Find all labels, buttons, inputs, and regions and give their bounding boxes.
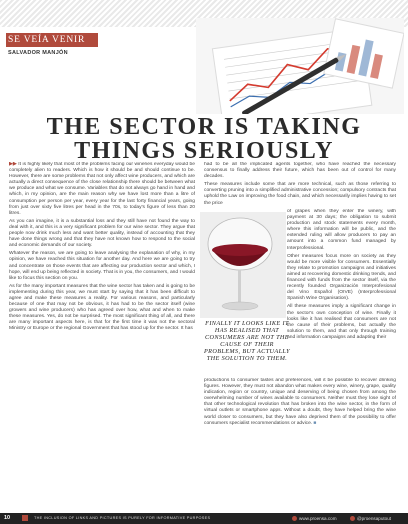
- wine-glass-photo: [200, 212, 286, 318]
- paragraph: These measures include some that are more technical, such as those referring to converting pruning into a simplified administrative concession; compulsory contracts that uphold the Law on improving the food chain, and which necessarily implies having to set the price: [204, 182, 396, 206]
- globe-icon: [292, 516, 297, 521]
- twitter-icon: [350, 516, 355, 521]
- twitter-handle-text: @proensaputout: [357, 516, 392, 521]
- page-number: 10: [4, 515, 11, 521]
- pull-quote: [204, 320, 290, 370]
- paragraph: [9, 162, 195, 217]
- article-column-right-top: [204, 162, 396, 209]
- article-column-right-bottom: [204, 378, 396, 476]
- hero-image: [196, 18, 404, 114]
- paragraph: of grapes when they enter the winery, with payment at 30 days; the obligation to submit production and stock statements every month, where this information will be public, and the extended ruling will allow producers to pay an amount into a common fund managed by Interprofessional.: [287, 209, 396, 251]
- paragraph-text: productions to consumer tastes and preferences, will it be possible to recover drinking figures. However, they must not abandon what makes every wine, winery, grape, quality indication, region or country, unique and deserving of being chosen from among the overwhelming number of wines available to consumers. Neither must they lose sight of that other technological revolution that has broken into the wine sector, in the form of virtual outlets or smartphone apps. Without a doubt, they have helped bring the wine world closer to consumers, but they have also deprived them of the possibility to offer consumers specialist recommendations or advice.: [204, 378, 396, 426]
- wine-glass-illustration: [200, 212, 286, 318]
- article-title-line1: THE SECTOR IS TAKING: [46, 114, 362, 140]
- end-of-article-icon: ■: [313, 420, 317, 426]
- paragraph: As you can imagine, it is a substantial loss and they still have not found the way to deal with it, and this is a very significant problem for our wine sector. They argue that people now drink much less and want better quality, instead of accounting that they have done things wrong and that they have not known how to respond to the social and economic demands of our society.: [9, 218, 195, 249]
- footer-website[interactable]: [292, 513, 337, 524]
- section-title: SE VEÍA VENIR: [8, 35, 86, 45]
- paragraph: Whatever the reason, we are going to leave analysing the explanation of why, in my opinion, we have reached this situation for another day. And here we are going to try and concentrate on those events that are affecting our production sector and which, I hope, will end up being reflected in society. That is in you, the consumers, and I would like to focus this section on you.: [9, 251, 195, 281]
- article-column-left: [9, 162, 195, 507]
- article-column-right-side: [287, 209, 396, 377]
- paragraph: As for the many important measures that the wine sector has taken and is going to be implementing during this year, we must start by saying that it has been difficult to agree and make these measures a reality. For various reasons, and particularly because of one that may not be obvious, it has had to be the sector itself (wine growers and wine producers) who has agreed over how, what and when to make these measures. Yes, do not be surprised. The most significant thing of all, and there are many important aspects here, is that for the first time it was not the sectoral Ministry or Europe or the regional Government that has stood up for the sector. It has: [9, 283, 195, 332]
- article-title-line2: THINGS SERIOUSLY: [74, 138, 334, 164]
- paragraph: [204, 378, 396, 427]
- footer-twitter[interactable]: [350, 513, 391, 524]
- pull-quote-text: FINALLY IT LOOKS LIKE IT HAS REALISED THAT CONSUMERS ARE NOT THE CAUSE OF THEIR PROBLEMS, BUT ACTUALLY THE SOLUTION TO THEM.: [204, 320, 290, 362]
- footer-tagline: THE INCLUSION OF LINKS AND PICTURES IS PURELY FOR INFORMATIVE PURPOSES: [34, 516, 211, 520]
- website-link-text: www.proensa.com: [299, 516, 337, 521]
- lead-marker-icon: ▶▶: [9, 162, 19, 167]
- paragraph: All these measures imply a significant change in the sector's own conception of wine. Finally it looks like it has realised that consumers are not the cause of their problems, but actually the solution to them, and that only through training and information campaigns and adapting their: [287, 304, 396, 340]
- author-name: SALVADOR MANJÓN: [8, 50, 68, 56]
- paragraph-text: It is highly likely that most of the problems facing our wineries everyday would be completely alien to readers. Which is how it should be and should continue to be. However, there are some problems that not only affect wine producers, and which are actually a direct consequence of the close relationship there should be between what we produce and what we consume. Variables that do not always go hand in hand and which, in my opinion, are the main reason why we have lost more than a litre of consumption per person per year, every year for the last forty financial years, going from just over sixty five litres per head in the 70s, to today's figure of less than 20 litres.: [9, 162, 195, 216]
- footer-accent: [22, 515, 28, 521]
- paragraph: Other measures focus more on society as they would be more visible for consumers. Essentially they relate to promotion campaigns and initiatives aimed at recovering domestic drinking trends, and financed with funds from the sector itself, via the recently founded Organización Interprofesional del Vino Español (OIVE) (Interprofessional Spanish Wine Organisation).: [287, 253, 396, 302]
- documents-chart-illustration: [196, 18, 404, 114]
- section-header: [6, 33, 98, 65]
- paragraph: had to be all the implicated agents together, who have reached the necessary consensus to finally address their future, which has been out of control for many decades.: [204, 162, 396, 180]
